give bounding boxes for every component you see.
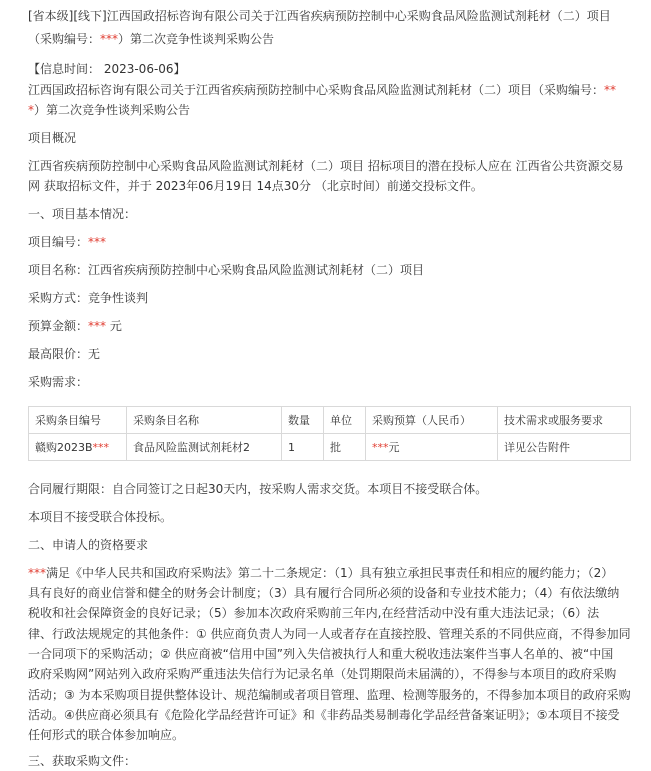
header-budget: 采购预算（人民币） [366,407,498,434]
section1-heading: 一、项目基本情况： [28,207,137,221]
budget-currency: 元 [388,441,400,454]
budget-value: *** [88,319,107,333]
cell-budget [366,434,498,461]
budget-unit: 元 [106,319,122,333]
cell-item-name: 食品风险监测试剂耗材2 [127,434,282,461]
requirements-heading: 采购需求： [28,375,89,389]
title-prefix: （采购编号： [28,32,101,46]
cell-quantity: 1 [282,434,324,461]
qualification-line3: 税收和社会保障资金的良好记录；（5）参加本次政府采购前三年内,在经营活动中没有重大违法记录；（6）法 [28,606,600,620]
header-unit: 单位 [324,407,366,434]
budget-label: 预算金额： [28,319,89,333]
item-code-masked: *** [92,441,110,454]
budget-amount [28,317,122,335]
qualification-text: 满足《中华人民共和国政府采购法》第二十二条规定：（1）具有独立承担民事责任和相应的履约能力；（2） [46,566,614,580]
announcement-title-line2 [28,29,274,49]
info-time: 【信息时间： 2023-06-06】 [28,62,186,76]
qualification-line7: 活动；③ 为本采购项目提供整体设计、规范编制或者项目管理、监理、检测等服务的，不得参加本项目的政府采购 [28,688,631,702]
header-quantity: 数量 [282,407,324,434]
intro-suffix: ）第二次竞争性谈判采购公告 [34,103,191,117]
cell-unit: 批 [324,434,366,461]
qualification-line2: 具有良好的商业信誉和健全的财务会计制度；（3）具有履行合同所必须的设备和专业技术能力；（4）有依法缴纳 [28,586,620,600]
announcement-title-line1: [省本级][线下]江西国政招标咨询有限公司关于江西省疾病预防控制中心采购食品风险监测试剂耗材（二）项目 [28,9,611,23]
project-number-value: *** [88,235,107,249]
overview-heading: 项目概况 [28,131,77,145]
item-code-text: 赣购2023B [35,441,93,454]
overview-line2: 网 获取招标文件，并于 2023年06月19日 14点30分 （北京时间）前递交投标文件。 [28,179,483,193]
header-item-name: 采购条目名称 [127,407,282,434]
intro-line2 [28,101,190,119]
overview-line1: 江西省疾病预防控制中心采购食品风险监测试剂耗材（二）项目 招标项目的潜在投标人应在 江西省公共资源交易 [28,159,624,173]
no-consortium: 本项目不接受联合体投标。 [28,510,173,524]
qualification-line1 [28,564,613,582]
header-item-code: 采购条目编号 [29,407,127,434]
requirements-table [28,406,631,461]
qualification-line9: 任何形式的联合体参加响应。 [28,728,185,742]
table-row [29,434,631,461]
intro-masked-code: ** [604,83,617,97]
project-number [28,233,106,251]
cell-item-code [29,434,127,461]
intro-text: 江西国政招标咨询有限公司关于江西省疾病预防控制中心采购食品风险监测试剂耗材（二）项目（采购编号： [28,83,605,97]
qualification-line5: 一合同项下的采购活动；② 供应商被“信用中国”列入失信被执行人和重大税收违法案件当事人名单的、被“中国 [28,647,614,661]
contract-period: 合同履行期限：自合同签订之日起30天内，按采购人需求交货。本项目不接受联合体。 [28,482,488,496]
cell-requirements: 详见公告附件 [498,434,631,461]
qualification-line4: 律、行政法规规定的其他条件：① 供应商负责人为同一人或者存在直接控股、管理关系的不同供应商，不得参加同 [28,627,631,641]
header-requirements: 技术需求或服务要求 [498,407,631,434]
section3-heading: 三、获取采购文件： [28,754,137,768]
qualification-masked: *** [28,566,46,580]
intro-masked-code-cont: * [28,103,34,117]
project-name: 项目名称：江西省疾病预防控制中心采购食品风险监测试剂耗材（二）项目 [28,263,425,277]
budget-masked: *** [372,441,389,454]
procurement-method: 采购方式：竞争性谈判 [28,291,149,305]
project-number-label: 项目编号： [28,235,89,249]
table-header-row [29,407,631,434]
title-masked-code: *** [100,32,119,46]
intro-line1 [28,81,616,99]
max-price: 最高限价：无 [28,347,101,361]
qualification-line6: 政府采购网”网站列入政府采购严重违法失信行为记录名单（处罚期限尚未届满的），不得参与本项目的政府采购 [28,667,617,681]
qualification-line8: 活动。④供应商必须具有《危险化学品经营许可证》和《非药品类易制毒化学品经营备案证明》；⑤本项目不接受 [28,708,620,722]
section2-heading: 二、申请人的资格要求 [28,538,149,552]
title-suffix: ）第二次竞争性谈判采购公告 [118,32,275,46]
